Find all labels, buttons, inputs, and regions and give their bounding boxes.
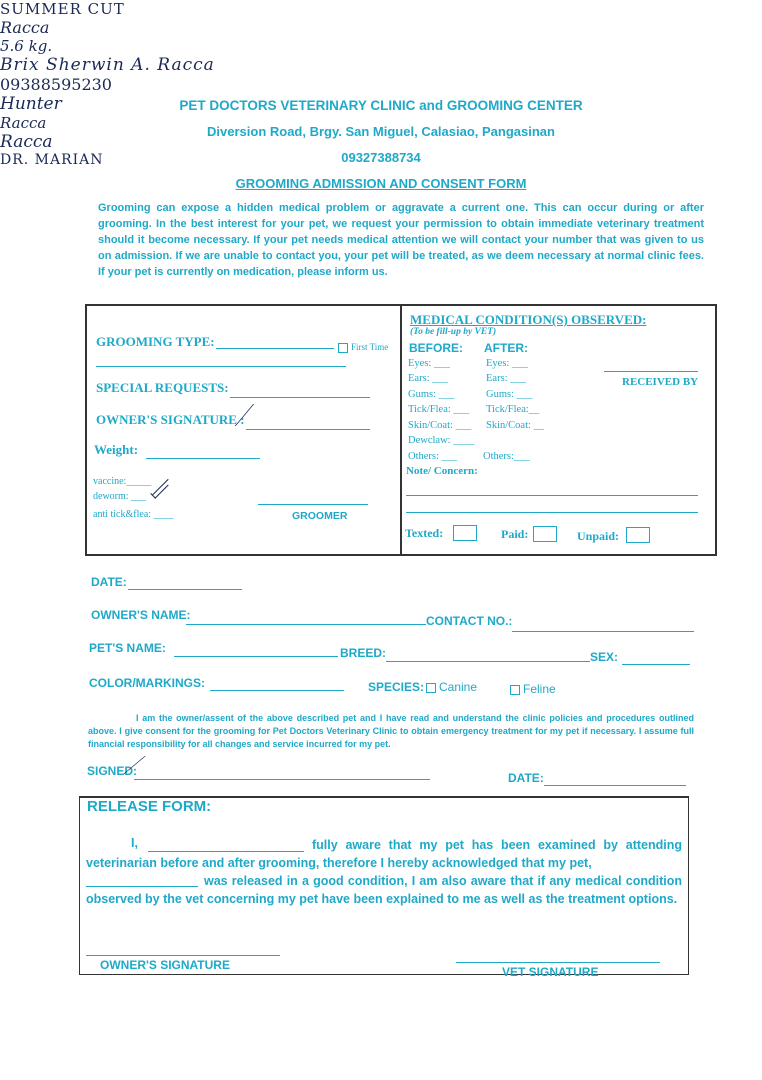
- pet-name-label: PET'S NAME:: [89, 641, 166, 655]
- vet-signature-label: VET SIGNATURE: [502, 965, 599, 979]
- anti-tick-label: anti tick&flea: ____: [93, 509, 174, 520]
- before-label: BEFORE:: [409, 341, 463, 355]
- weight-label: Weight:: [94, 442, 139, 457]
- texted-checkbox[interactable]: [453, 525, 477, 541]
- clinic-phone: 09327388734: [341, 150, 421, 165]
- release-text-part2: was released in a good condition, I am also aware that if any medical condition observed by the vet concerning my pet have been explained to me as well as the treatment options.: [86, 874, 682, 906]
- owner-signature-value[interactable]: Racca: [0, 18, 50, 37]
- before-tick-flea[interactable]: Tick/Flea: ___: [408, 404, 470, 415]
- date-label: DATE:: [91, 575, 127, 589]
- special-requests-field[interactable]: [230, 397, 370, 398]
- feline-checkbox[interactable]: [510, 685, 520, 695]
- vaccine-label: vaccine:_____: [93, 476, 152, 487]
- owner-name-value[interactable]: Brix Sherwin A. Racca: [0, 55, 215, 75]
- clinic-address: Diversion Road, Brgy. San Miguel, Calasiao, Pangasinan: [207, 124, 555, 139]
- species-feline-option[interactable]: Feline: [510, 682, 556, 696]
- pet-name-value[interactable]: Hunter: [0, 94, 62, 114]
- first-time-option[interactable]: First Time: [338, 342, 388, 353]
- release-text-part1: fully aware that my pet has been examined by attending veterinarian before and after grooming, therefore I hereby acknowledged that my pet,: [86, 838, 682, 870]
- grooming-type-label: GROOMING TYPE:: [96, 334, 215, 349]
- before-dewclaw[interactable]: Dewclaw: ____: [408, 435, 475, 446]
- after-skin-coat[interactable]: Skin/Coat: __: [486, 420, 545, 431]
- contact-label: CONTACT NO.:: [426, 614, 513, 628]
- before-ears[interactable]: Ears: ___: [408, 373, 448, 384]
- after-tick-flea[interactable]: Tick/Flea:__: [486, 404, 540, 415]
- received-by-label: RECEIVED BY: [622, 376, 699, 388]
- species-canine-option[interactable]: Canine: [426, 680, 477, 694]
- owner-signature-label: OWNER'S SIGNATURE :: [96, 412, 245, 427]
- release-title: RELEASE FORM:: [87, 798, 212, 815]
- after-eyes[interactable]: Eyes: ___: [486, 358, 528, 369]
- special-requests-label: SPECIAL REQUESTS:: [96, 380, 229, 395]
- release-owner-signature-label: OWNER'S SIGNATURE: [100, 958, 230, 972]
- after-label: AFTER:: [484, 341, 528, 355]
- breed-label: BREED:: [340, 646, 387, 660]
- paid-label: Paid:: [501, 527, 529, 541]
- after-gums[interactable]: Gums: ___: [486, 389, 533, 400]
- contact-value[interactable]: 09388595230: [0, 75, 112, 94]
- color-markings-label: COLOR/MARKINGS:: [89, 676, 205, 690]
- medical-title: MEDICAL CONDITION(S) OBSERVED:: [410, 312, 647, 327]
- received-by-field[interactable]: [604, 371, 698, 372]
- groomer-label: GROOMER: [292, 510, 348, 522]
- unpaid-label: Unpaid:: [577, 529, 620, 543]
- deworm-label: deworm: ___: [93, 491, 147, 502]
- after-ears[interactable]: Ears: ___: [486, 373, 526, 384]
- consent-paragraph: I am the owner/assent of the above described pet and I have read and understand the clinic policies and procedures outlined above. I give consent for the grooming for Pet Doctors Veterinary Clinic to obtain emergency treatment for my pet if necessary. I assume full financial responsibility for all changes and service incurred for my pet.: [88, 713, 694, 749]
- before-eyes[interactable]: Eyes: ___: [408, 358, 450, 369]
- before-skin-coat[interactable]: Skin/Coat: ___: [408, 420, 472, 431]
- vet-signature-value[interactable]: DR. MARIAN: [0, 152, 104, 168]
- clinic-name: PET DOCTORS VETERINARY CLINIC and GROOMING CENTER: [179, 98, 583, 113]
- paid-checkbox[interactable]: [533, 526, 557, 542]
- grooming-type-value[interactable]: SUMMER CUT: [0, 0, 125, 18]
- sex-label: SEX:: [590, 650, 619, 664]
- signed-value[interactable]: Racca: [0, 114, 47, 132]
- after-others[interactable]: Others:___: [483, 451, 530, 462]
- color-markings-field[interactable]: [210, 690, 344, 691]
- date-field[interactable]: [128, 589, 242, 590]
- intro-paragraph: Grooming can expose a hidden medical problem or aggravate a current one. This can occur during or after grooming. In the best interest for your pet, we request your permission to obtain immediate veterinary treatment should it become necessary. If your pet needs medical attention we will contact your number that was given to us on admission. If we are unable to contact you, your pet will be treated, as we deem necessary at normal clinic fees. If your pet is currently on medication, please inform us.: [98, 202, 704, 278]
- box-divider: [400, 304, 402, 554]
- signed-date-label: DATE:: [508, 771, 544, 785]
- before-others[interactable]: Others: ___: [408, 451, 458, 462]
- medical-subtitle: (To be fill-up by VET): [410, 327, 497, 337]
- before-gums[interactable]: Gums: ___: [408, 389, 455, 400]
- species-label: SPECIES:: [368, 680, 425, 694]
- note-label: Note/ Concern:: [406, 465, 478, 477]
- release-owner-signature-value[interactable]: Racca: [0, 132, 53, 152]
- release-i-label: I,: [131, 836, 138, 850]
- texted-label: Texted:: [405, 526, 444, 540]
- signed-label: SIGNED:: [87, 764, 138, 778]
- note-field-line-1[interactable]: [406, 495, 698, 496]
- owner-name-label: OWNER'S NAME:: [91, 608, 191, 622]
- sex-field[interactable]: [622, 664, 690, 665]
- signed-date-field[interactable]: [544, 785, 686, 786]
- note-field-line-2[interactable]: [406, 512, 698, 513]
- unpaid-checkbox[interactable]: [626, 527, 650, 543]
- canine-checkbox[interactable]: [426, 683, 436, 693]
- breed-field[interactable]: [386, 661, 590, 662]
- first-time-checkbox[interactable]: [338, 343, 348, 353]
- weight-value[interactable]: 5.6 kg.: [0, 37, 53, 55]
- form-title: GROOMING ADMISSION AND CONSENT FORM: [235, 176, 527, 191]
